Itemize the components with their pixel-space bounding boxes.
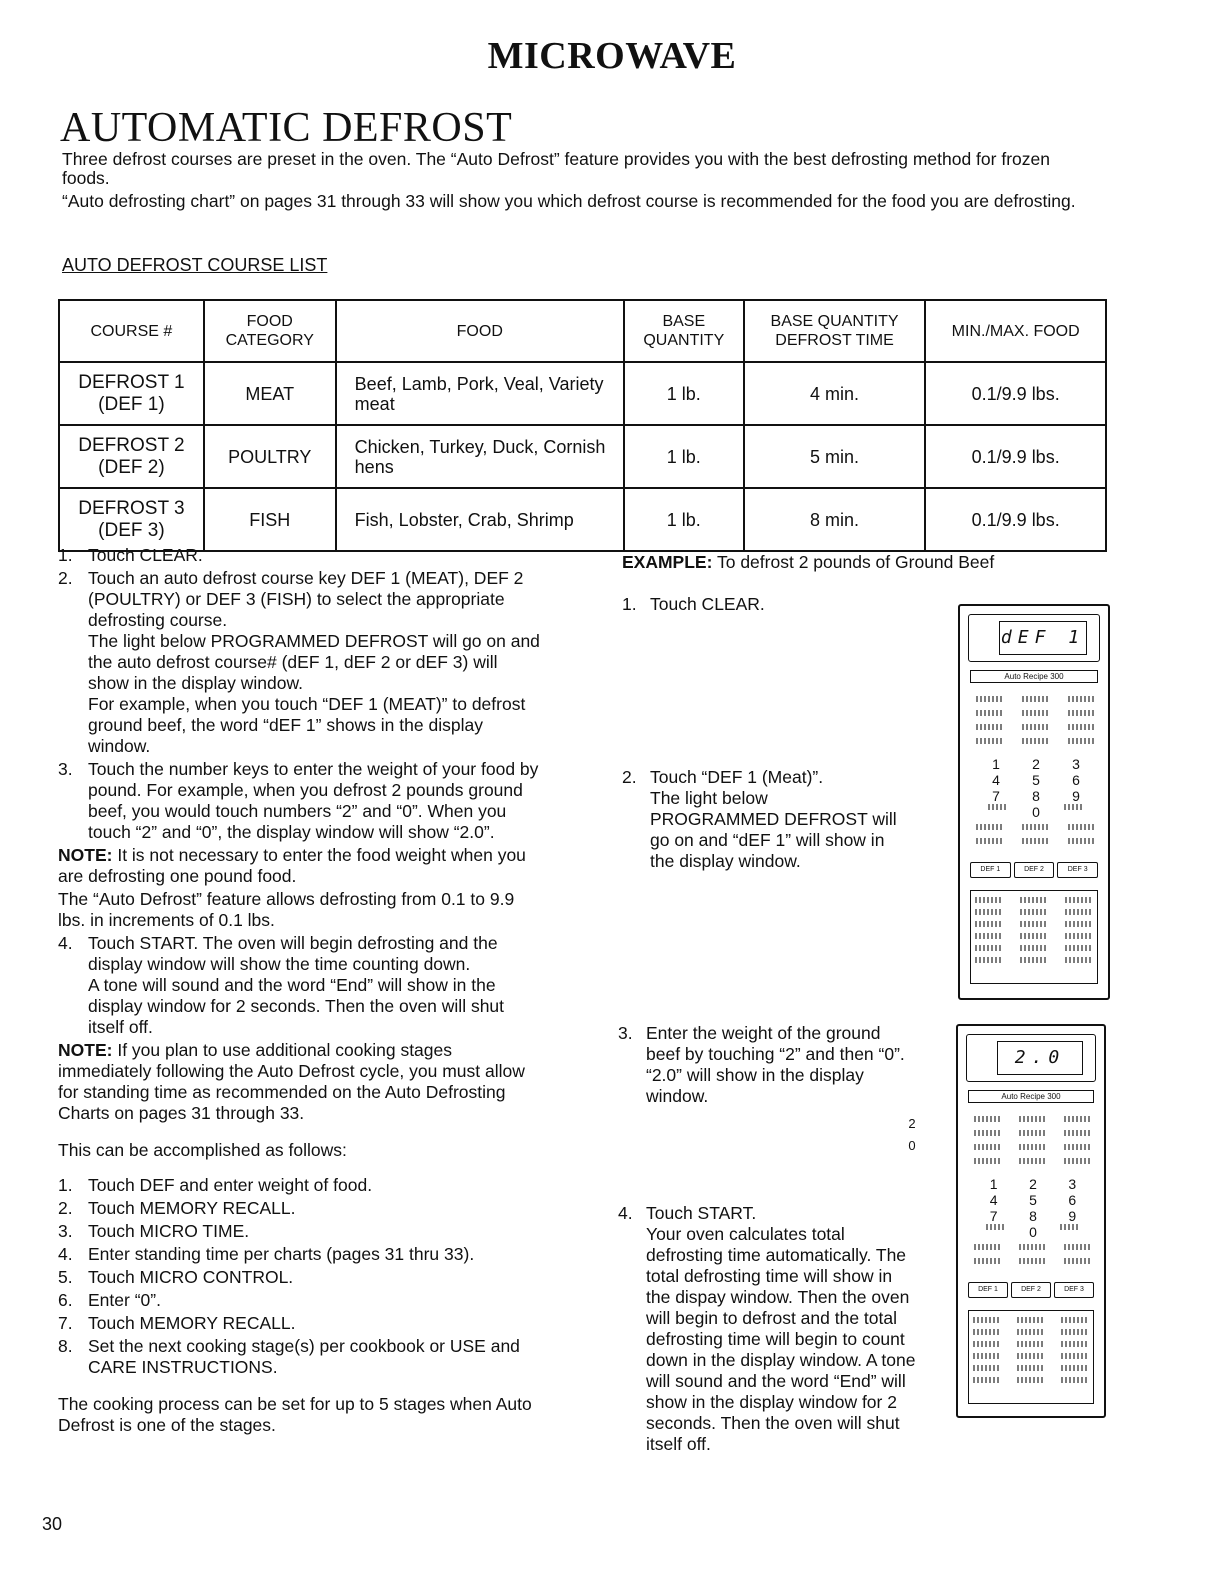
note-2: NOTE: If you plan to use additional cooking stages immediately following the Auto Defrost cycle, you must allow for standing time as recommended on the Auto Defrosting Charts on pages 31 through 33. (58, 1040, 525, 1123)
table-row (59, 488, 1106, 551)
section-header: MICROWAVE (487, 35, 737, 77)
header-base-quantity: BASE QUANTITY (624, 300, 744, 362)
list-item: 4. Touch START. The oven will begin defrosting and the display window will show the time counting down. A tone will sound and the word “End” will show in the display window for 2 seconds. Then the oven will shut itself off. (58, 933, 505, 1037)
example-step-1: 1. Touch CLEAR. (622, 594, 765, 614)
cell-food: Fish, Lobster, Crab, Shrimp (336, 488, 624, 551)
cell-food: Beef, Lamb, Pork, Veal, Variety meat (336, 362, 624, 425)
lower-keypad (968, 1310, 1094, 1404)
note-1: NOTE: It is not necessary to enter the food weight when you are defrosting one pound food. (58, 845, 526, 886)
key-0-indicator: 0 (908, 1138, 916, 1153)
note-1-extra: The “Auto Defrost” feature allows defrosting from 0.1 to 9.9 lbs. in increments of 0.1 lbs. (58, 889, 515, 930)
auto-recipe-label: Auto Recipe 300 (970, 670, 1098, 683)
list-item: 3. Touch the number keys to enter the weight of your food by pound. For example, when you defrost 2 pounds ground beef, you would touch numbers “2” and “0”. When you touch “2” and “0”, the display window will show “2.0”. (58, 759, 539, 842)
display-value: 2.0 (997, 1041, 1083, 1075)
list-item: 3. Touch MICRO TIME. (58, 1221, 250, 1241)
keypad-upper (976, 692, 1096, 748)
list-item: 1. Touch CLEAR. (58, 545, 203, 565)
example-step-3: 3. Enter the weight of the ground beef by touching “2” and then “0”. “2.0” will show in the display window. (618, 1023, 905, 1106)
example-heading: EXAMPLE: To defrost 2 pounds of Ground Beef (622, 552, 995, 572)
course-list-heading: AUTO DEFROST COURSE LIST (62, 255, 328, 275)
cell-time: 4 min. (744, 362, 926, 425)
cell-minmax: 0.1/9.9 lbs. (925, 425, 1106, 488)
display-value: dEF 1 (999, 621, 1087, 655)
cell-minmax: 0.1/9.9 lbs. (925, 488, 1106, 551)
course-table (58, 299, 1107, 552)
cell-course: DEFROST 3 (DEF 3) (59, 488, 204, 551)
page-title: AUTOMATIC DEFROST (60, 105, 513, 151)
cell-category: MEAT (204, 362, 336, 425)
header-food-category: FOOD CATEGORY (204, 300, 336, 362)
key-2-indicator: 2 (908, 1116, 916, 1131)
control-panel-illustration-1 (958, 604, 1110, 1000)
intro-paragraph-2: “Auto defrosting chart” on pages 31 through 33 will show you which defrost course is recommended for the food you are defrosting. (62, 191, 1076, 211)
cell-course: DEFROST 1 (DEF 1) (59, 362, 204, 425)
control-panel-illustration-2 (956, 1024, 1106, 1418)
intro-paragraph-1: Three defrost courses are preset in the oven. The “Auto Defrost” feature provides you with the best defrosting method for frozen foods. (62, 149, 1050, 188)
example-step-2: 2. Touch “DEF 1 (Meat)”. The light below PROGRAMMED DEFROST will go on and “dEF 1” will show in the display window. (622, 767, 897, 871)
list-item: 2. Touch MEMORY RECALL. (58, 1198, 296, 1218)
keypad-upper (974, 1112, 1092, 1168)
header-min-max: MIN./MAX. FOOD (925, 300, 1106, 362)
cell-base: 1 lb. (624, 362, 744, 425)
accomplished-text: This can be accomplished as follows: (58, 1140, 347, 1160)
page-number: 30 (42, 1514, 63, 1534)
header-course: COURSE # (59, 300, 204, 362)
list-item: 4. Enter standing time per charts (pages 31 thru 33). (58, 1244, 475, 1264)
intro (62, 150, 1082, 215)
table-row (59, 425, 1106, 488)
def-button-row: DEF 1 DEF 2 DEF 3 (970, 862, 1098, 878)
list-item: 6. Enter “0”. (58, 1290, 161, 1310)
number-keypad: 1 2 3 4 5 6 7 8 9 0 (976, 756, 1096, 848)
header-defrost-time: BASE QUANTITY DEFROST TIME (744, 300, 926, 362)
list-item: 1. Touch DEF and enter weight of food. (58, 1175, 373, 1195)
steps-list (58, 545, 540, 843)
cell-course: DEFROST 2 (DEF 2) (59, 425, 204, 488)
cell-minmax: 0.1/9.9 lbs. (925, 362, 1106, 425)
cell-base: 1 lb. (624, 488, 744, 551)
auto-recipe-label: Auto Recipe 300 (968, 1090, 1094, 1103)
def-button-row: DEF 1 DEF 2 DEF 3 (968, 1282, 1094, 1298)
table-header-row (59, 300, 1106, 362)
cell-time: 5 min. (744, 425, 926, 488)
list-item: 5. Touch MICRO CONTROL. (58, 1267, 294, 1287)
display-window (968, 614, 1100, 662)
display-window (966, 1034, 1096, 1082)
list-item: 2. Touch an auto defrost course key DEF 1 (MEAT), DEF 2 (POULTRY) or DEF 3 (FISH) to select the appropriate defrosting course. The light below PROGRAMMED DEFROST will go on and the auto defrost course# (dEF 1, dEF 2 or dEF 3) will show in the display window. For example, when you touch “DEF 1 (MEAT)” to defrost ground beef, the word “dEF 1” shows in the display window. (58, 568, 540, 756)
table-row (59, 362, 1106, 425)
number-keypad: 1 2 3 4 5 6 7 8 9 0 (974, 1176, 1092, 1268)
list-item: 7. Touch MEMORY RECALL. (58, 1313, 296, 1333)
list-item: 8. Set the next cooking stage(s) per cookbook or USE and CARE INSTRUCTIONS. (58, 1336, 520, 1377)
cell-category: POULTRY (204, 425, 336, 488)
instructions-column (58, 545, 540, 1436)
steps-list-2 (58, 933, 540, 1038)
cell-time: 8 min. (744, 488, 926, 551)
closing-text: The cooking process can be set for up to 5 stages when Auto Defrost is one of the stages. (58, 1394, 532, 1435)
cell-base: 1 lb. (624, 425, 744, 488)
example-step-4: 4. Touch START. Your oven calculates total defrosting time automatically. The total defrosting time will show in the dispay window. Then the oven will begin to defrost and the total defrosting time will begin to count down in the display window. A tone will sound and the word “End” will show in the display window for 2 seconds. Then the oven will shut itself off. (618, 1203, 916, 1454)
lower-keypad (970, 890, 1098, 984)
cell-food: Chicken, Turkey, Duck, Cornish hens (336, 425, 624, 488)
substeps-list (58, 1175, 540, 1378)
cell-category: FISH (204, 488, 336, 551)
header-food: FOOD (336, 300, 624, 362)
